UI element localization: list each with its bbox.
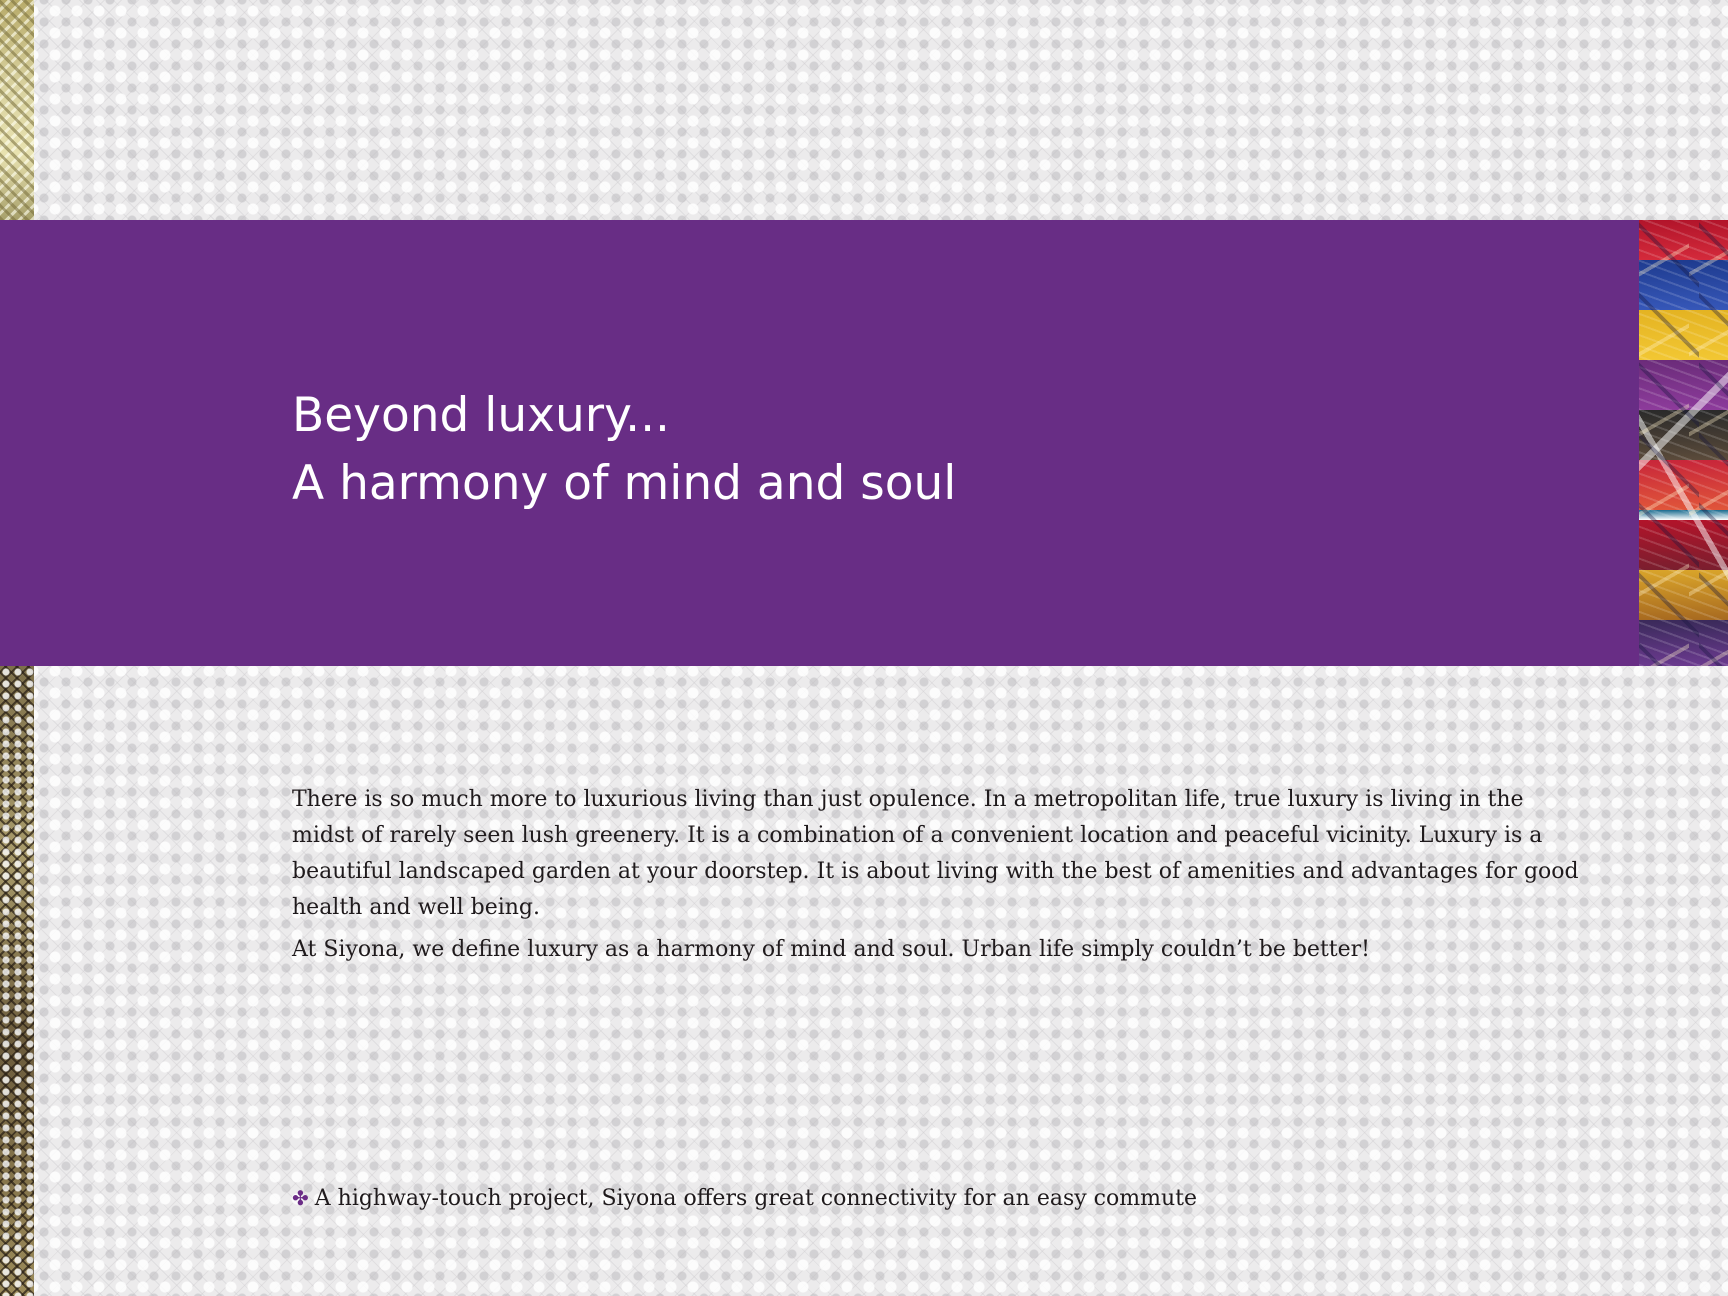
intro-text bbox=[292, 782, 1592, 968]
left-fabric-border-top bbox=[0, 0, 34, 220]
left-fabric-border-bottom bbox=[0, 666, 34, 1296]
highlight-item bbox=[292, 1180, 1197, 1217]
headline-line-2: A harmony of mind and soul bbox=[292, 456, 957, 511]
page-headline bbox=[292, 382, 956, 518]
highlight-item-text: A highway-touch project, Siyona offers great connectivity for an easy commute bbox=[314, 1186, 1197, 1211]
four-petal-flower-icon: ✤ bbox=[292, 1186, 309, 1210]
patchwork-quilt-image bbox=[1639, 220, 1728, 666]
intro-paragraph-1: There is so much more to luxurious living than just opulence. In a metropolitan life, true luxury is living in the midst of rarely seen lush greenery. It is a combination of a convenient location and peaceful vicinity. Luxury is a beautiful landscaped garden at your doorstep. It is about living with the best of amenities and advantages for good health and well being. bbox=[292, 787, 1579, 920]
headline-line-1: Beyond luxury... bbox=[292, 388, 670, 443]
intro-paragraph-2: At Siyona, we define luxury as a harmony of mind and soul. Urban life simply couldn’t be better! bbox=[292, 937, 1371, 962]
